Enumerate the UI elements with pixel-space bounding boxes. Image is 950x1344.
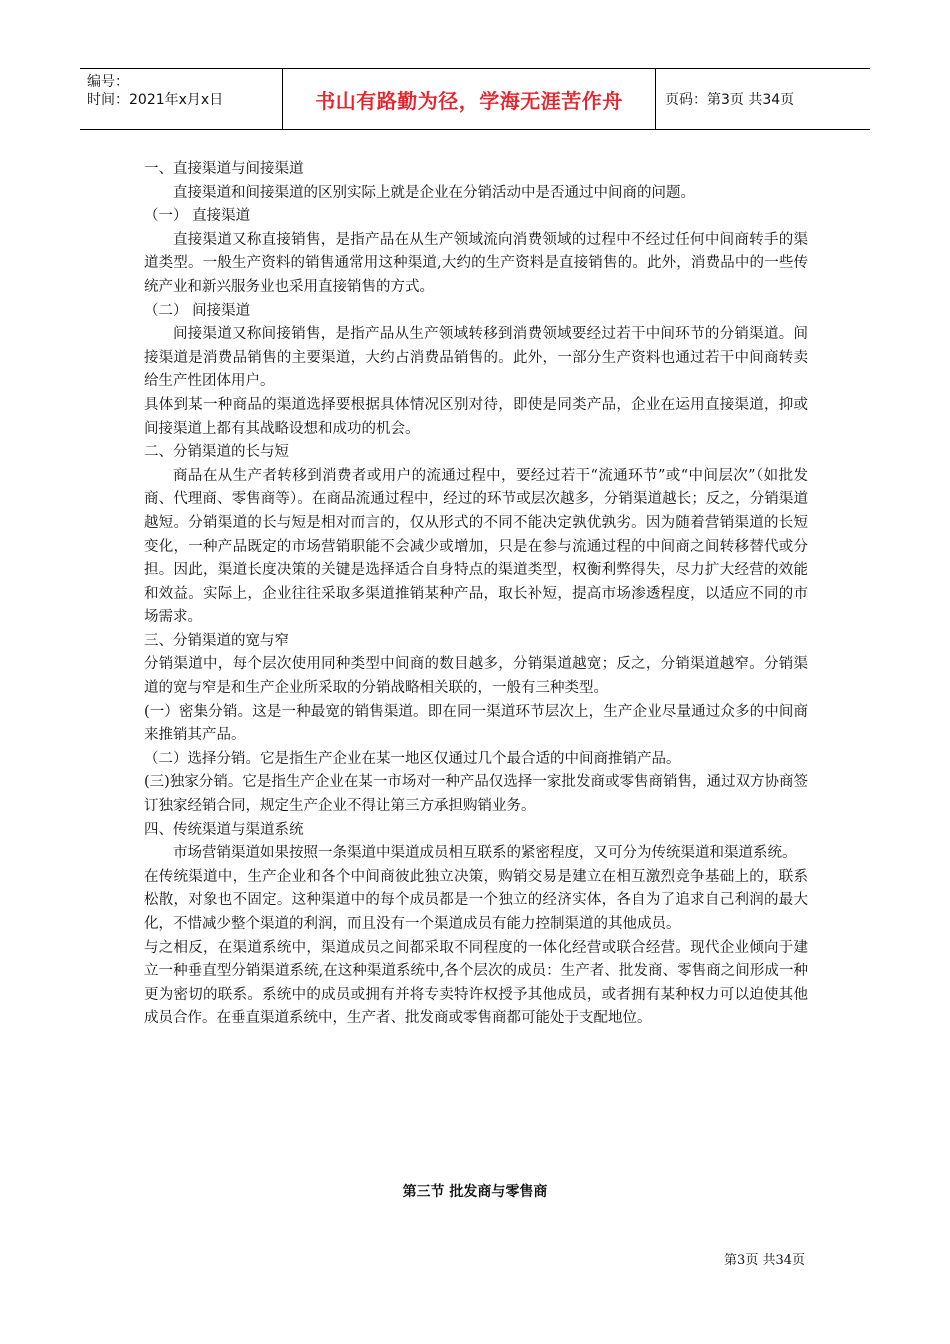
paragraph: 一、直接渠道与间接渠道 (144, 161, 304, 177)
paragraph: 分销渠道中，每个层次使用同种类型中间商的数目越多，分销渠道越宽；反之，分销渠道越窄。分销渠道的宽与窄是和生产企业所采取的分销战略相关联的，一般有三种类型。 (144, 656, 808, 697)
paragraph: 直接渠道和间接渠道的区别实际上就是企业在分销活动中是否通过中间商的问题。 (173, 184, 695, 201)
header-page-label: 页码：第3页 共34页 (665, 92, 795, 108)
paragraph: 直接渠道又称直接销售，是指产品在从生产领域流向消费领域的过程中不经过任何中间商转手的渠道类型。一般生产资料的销售通常用这种渠道,大约的生产资料是直接销售的。此外，消费品中的一些传统产业和新兴服务业也采用直接销售的方式。 (144, 231, 808, 295)
document-body (144, 158, 808, 1031)
paragraph: 在传统渠道中，生产企业和各个中间商彼此独立决策，购销交易是建立在相互激烈竞争基础上的，联系松散，对象也不固定。这种渠道中的每个成员都是一个独立的经济实体，各自为了追求自己利润的最大化，不惜减少整个渠道的利润，而且没有一个渠道成员有能力控制渠道的其他成员。 (144, 868, 808, 932)
header-motto: 书山有路勤为径，学海无涯苦作舟 (282, 69, 656, 129)
paragraph: (三)独家分销。它是指生产企业在某一市场对一种产品仅选择一家批发商或零售商销售，通过双方协商签订独家经销合同，规定生产企业不得让第三方承担购销业务。 (144, 774, 808, 815)
paragraph: (一）密集分销。这是一种最宽的销售渠道。即在同一渠道环节层次上，生产企业尽量通过众多的中间商来推销其产品。 (144, 703, 808, 744)
paragraph: （二） 间接渠道 (144, 302, 251, 319)
number-label: 编号： (87, 74, 129, 90)
paragraph: （一） 直接渠道 (144, 208, 251, 225)
page-footer: 第3页 共34页 (724, 1253, 805, 1268)
paragraph: 与之相反，在渠道系统中，渠道成员之间都采取不同程度的一体化经营或联合经营。现代企业倾向于建立一种垂直型分销渠道系统,在这种渠道系统中,各个层次的成员：生产者、批发商、零售商之间形成一种更为密切的联系。系统中的成员或拥有并将专卖特许权授予其他成员，或者拥有某种权力可以迫使其他成员合作。在垂直渠道系统中，生产者、批发商或零售商都可能处于支配地位。 (144, 939, 808, 1027)
paragraph: 具体到某一种商品的渠道选择要根据具体情况区别对待，即使是同类产品，企业在运用直接渠道，抑或间接渠道上都有其战略设想和成功的机会。 (144, 396, 808, 437)
paragraph: 市场营销渠道如果按照一条渠道中渠道成员相互联系的紧密程度，又可分为传统渠道和渠道系统。 (173, 845, 797, 862)
header-meta (80, 69, 282, 129)
paragraph: 商品在从生产者转移到消费者或用户的流通过程中，要经过若干“流通环节”或“中间层次”（如批发商、代理商、零售商等）。在商品流通过程中，经过的环节或层次越多，分销渠道越长；反之，分销渠道越短。分销渠道的长与短是相对而言的，仅从形式的不同不能决定孰优孰劣。因为随着营销渠道的长短变化，一种产品既定的市场营销职能不会减少或增加，只是在参与流通过程的中间商之间转移替代或分担。因此，渠道长度决策的关键是选择适合自身特点的渠道类型，权衡利弊得失，尽力扩大经营的效能和效益。实际上，企业往往采取多渠道推销某种产品，取长补短，提高市场渗透程度，以适应不同的市场需求。 (144, 467, 808, 626)
paragraph: 二、分销渠道的长与短 (144, 444, 289, 461)
section-title: 第三节 批发商与零售商 (402, 1184, 548, 1200)
date-label: 时间：2021年x月x日 (87, 92, 224, 108)
paragraph: 间接渠道又称间接销售，是指产品从生产领域转移到消费领域要经过若干中间环节的分销渠道。间接渠道是消费品销售的主要渠道，大约占消费品销售的。此外，一部分生产资料也通过若干中间商转卖给生产性团体用户。 (144, 326, 808, 390)
paragraph: 三、分销渠道的宽与窄 (144, 632, 289, 649)
paragraph: 四、传统渠道与渠道系统 (144, 821, 304, 838)
page-header (80, 68, 870, 130)
paragraph: （二）选择分销。它是指生产企业在某一地区仅通过几个最合适的中间商推销产品。 (144, 750, 681, 767)
